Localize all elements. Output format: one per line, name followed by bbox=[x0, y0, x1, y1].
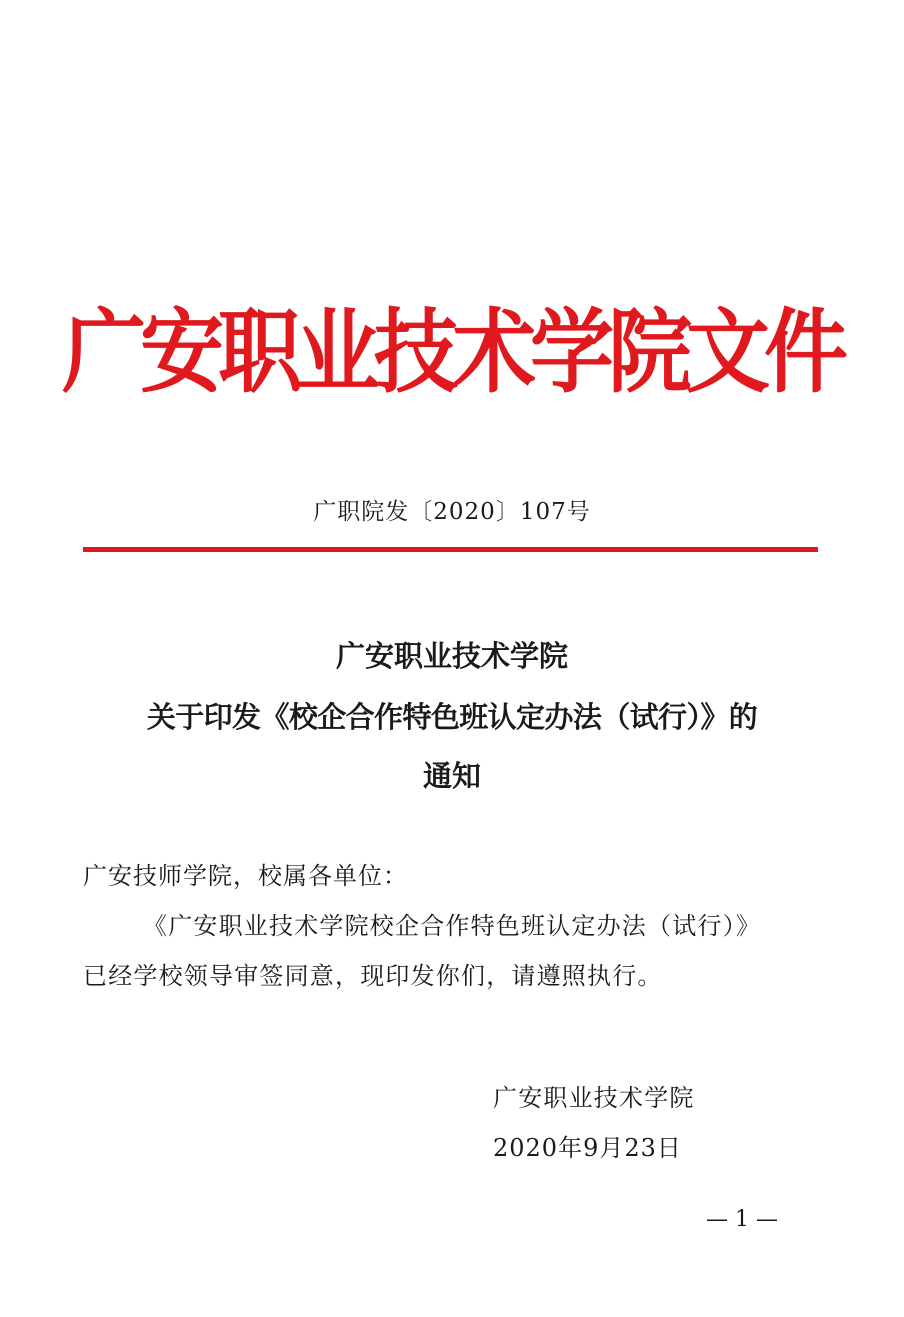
signature-organization: 广安职业技术学院 bbox=[493, 1084, 695, 1112]
document-number: 广职院发〔2020〕107号 bbox=[313, 499, 591, 525]
red-divider-line bbox=[83, 547, 818, 552]
body-paragraph-line-1: 《广安职业技术学院校企合作特色班认定办法（试行）》 bbox=[143, 912, 761, 940]
document-header-title: 广安职业技术学院文件 bbox=[61, 299, 842, 405]
notice-heading-line-2: 关于印发《校企合作特色班认定办法（试行）》的 bbox=[146, 700, 758, 734]
notice-heading-line-3: 通知 bbox=[422, 759, 481, 793]
signature-date: 2020年9月23日 bbox=[493, 1134, 682, 1162]
body-paragraph-line-2: 已经学校领导审签同意，现印发你们，请遵照执行。 bbox=[83, 962, 663, 990]
notice-heading-line-1: 广安职业技术学院 bbox=[335, 639, 568, 673]
page-number: — 1 — bbox=[706, 1207, 778, 1232]
salutation: 广安技师学院，校属各单位： bbox=[83, 862, 408, 890]
